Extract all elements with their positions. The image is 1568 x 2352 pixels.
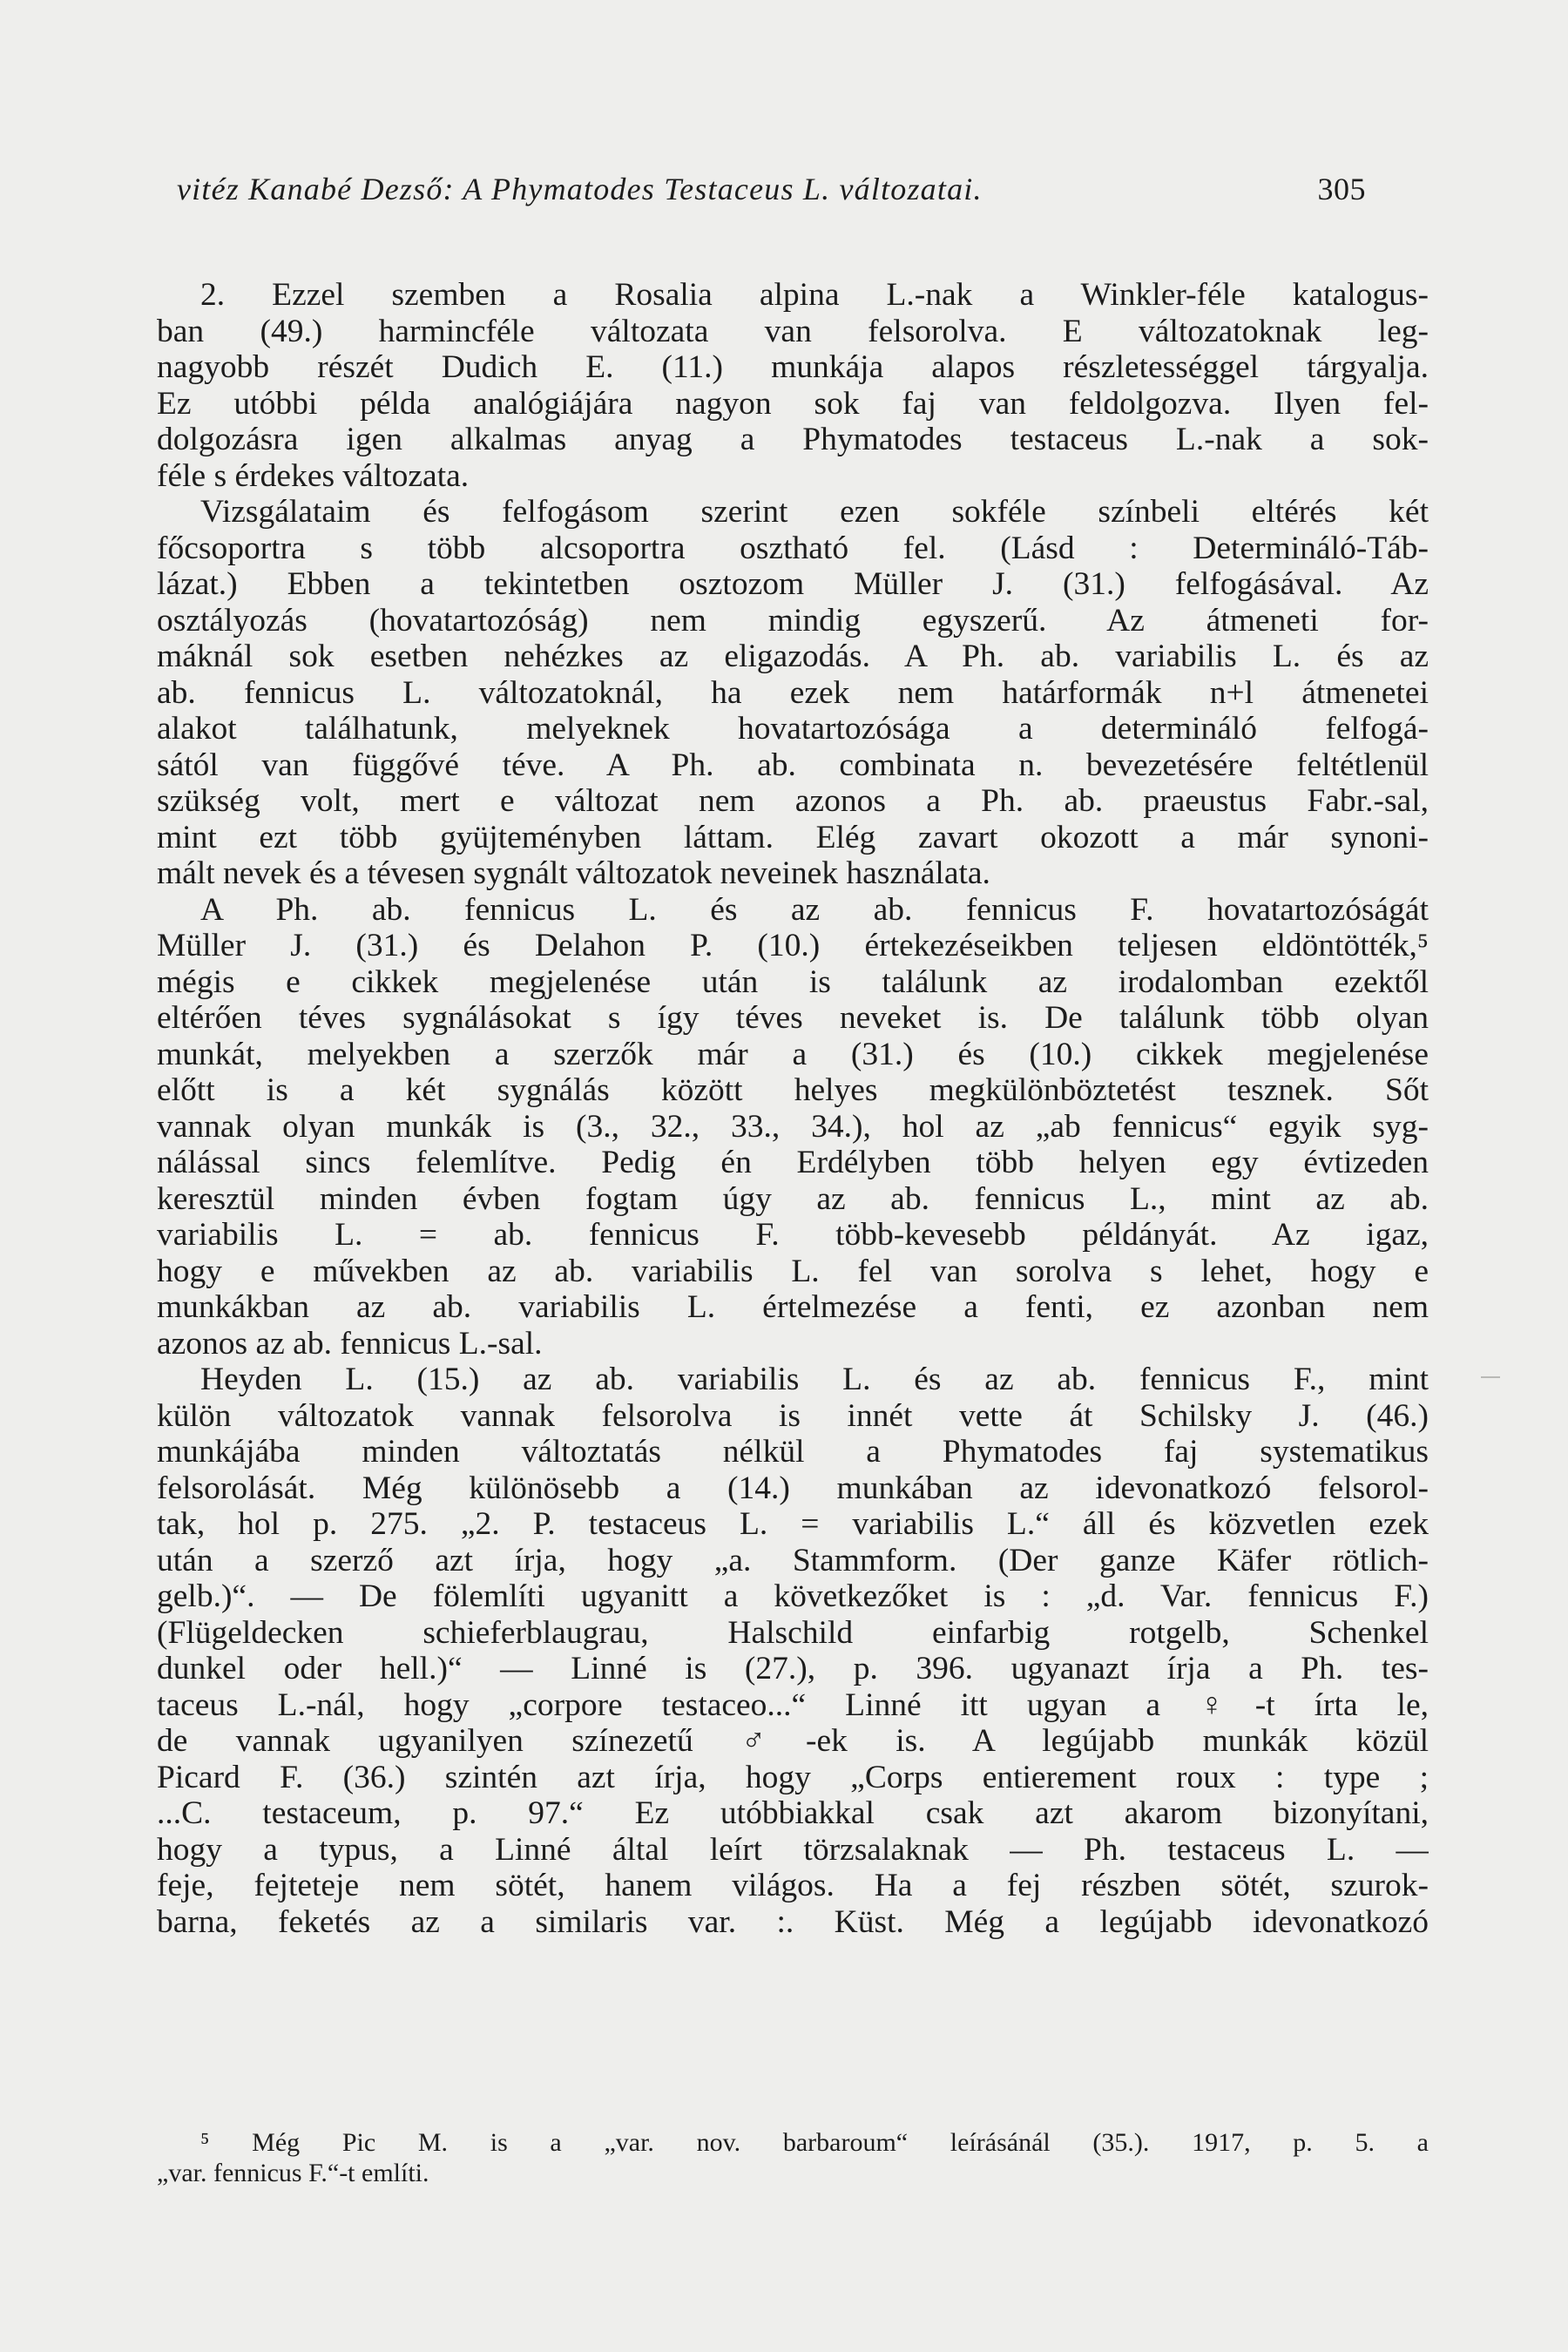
text-line: nálással sincs felemlítve. Pedig én Erdélyben több helyen egy évtizeden <box>157 1145 1429 1180</box>
text-line: Ez utóbbi példa analógiájára nagyon sok faj van feldolgozva. Ilyen fel- <box>157 385 1429 422</box>
scan-mark <box>1481 1376 1500 1378</box>
text-line: barna, feketés az a similaris var. :. Küst. Még a legújabb idevonatkozó <box>157 1903 1429 1940</box>
text-line: máknál sok esetben nehézkes az eligazodás. A Ph. ab. variabilis L. és az <box>157 639 1429 674</box>
text-line: osztályozás (hovatartozóság) nem mindig egyszerű. Az átmeneti for- <box>157 602 1429 639</box>
text-line: gelb.)“. — De fölemlíti ugyanitt a következőket is : „d. Var. fennicus F.) <box>157 1578 1429 1614</box>
text-line: mált nevek és a tévesen sygnált változatok neveinek használata. <box>157 855 990 891</box>
text-line: vannak olyan munkák is (3., 32., 33., 34.), hol az „ab fennicus“ egyik syg- <box>157 1108 1429 1145</box>
footnote-line: ⁵ Még Pic M. is a „var. nov. barbaroum“ leírásánál (35.). 1917, p. 5. a <box>200 2128 1429 2157</box>
text-line: mint ezt több gyüjteményben láttam. Elég zavart okozott a már synoni- <box>157 819 1429 855</box>
text-line: lázat.) Ebben a tekintetben osztozom Müller J. (31.) felfogásával. Az <box>157 566 1429 602</box>
text-line: dunkel oder hell.)“ — Linné is (27.), p. 396. ugyanazt írja a Ph. tes- <box>157 1651 1429 1686</box>
footnote-line: „var. fennicus F.“-t említi. <box>157 2159 429 2187</box>
text-line: ban (49.) harmincféle változata van felsorolva. E változatoknak leg- <box>157 313 1429 349</box>
text-line: után a szerző azt írja, hogy „a. Stammform. (Der ganze Käfer rötlich- <box>157 1542 1429 1578</box>
text-line: munkákban az ab. variabilis L. értelmezése a fenti, ez azonban nem <box>157 1289 1429 1325</box>
text-line: szükség volt, mert e változat nem azonos a Ph. ab. praeustus Fabr.-sal, <box>157 783 1429 819</box>
text-line: Heyden L. (15.) az ab. variabilis L. és az ab. fennicus F., mint <box>200 1362 1429 1397</box>
running-title: vitéz Kanabé Dezső: A Phymatodes Testaceus L. változatai. <box>177 172 983 206</box>
text-line: Picard F. (36.) szintén azt írja, hogy „Corps entierement roux : type ; <box>157 1759 1429 1795</box>
text-line: főcsoportra s több alcsoportra osztható fel. (Lásd : Determináló-Táb- <box>157 530 1429 566</box>
text-line: Müller J. (31.) és Delahon P. (10.) értekezéseikben teljesen eldöntötték,⁵ <box>157 928 1429 963</box>
text-line: féle s érdekes változata. <box>157 457 470 494</box>
text-line: ...C. testaceum, p. 97.“ Ez utóbbiakkal csak azt akarom bizonyítani, <box>157 1795 1429 1831</box>
text-line: 2. Ezzel szemben a Rosalia alpina L.-nak a Winkler-féle katalogus- <box>200 277 1429 313</box>
text-line: variabilis L. = ab. fennicus F. több-kevesebb példányát. Az igaz, <box>157 1217 1429 1253</box>
running-head <box>177 168 1366 210</box>
text-line: Vizsgálataim és felfogásom szerint ezen sokféle színbeli eltérés két <box>200 494 1429 530</box>
text-line: ab. fennicus L. változatoknál, ha ezek nem határformák n+l átmenetei <box>157 674 1429 711</box>
text-line: sától van függővé téve. A Ph. ab. combinata n. bevezetésére feltétlenül <box>157 747 1429 783</box>
text-line: külön változatok vannak felsorolva is innét vette át Schilsky J. (46.) <box>157 1397 1429 1434</box>
text-line: munkájába minden változtatás nélkül a Phymatodes faj systematikus <box>157 1434 1429 1470</box>
text-line: dolgozásra igen alkalmas anyag a Phymatodes testaceus L.-nak a sok- <box>157 422 1429 457</box>
text-line: de vannak ugyanilyen színezetű ♂-ek is. A legújabb munkák közül <box>157 1723 1429 1759</box>
text-line: keresztül minden évben fogtam úgy az ab. fennicus L., mint az ab. <box>157 1180 1429 1217</box>
text-line: eltérően téves sygnálásokat s így téves neveket is. De találunk több olyan <box>157 1000 1429 1036</box>
text-line: felsorolását. Még különösebb a (14.) munkában az idevonatkozó felsorol- <box>157 1470 1429 1506</box>
text-line: taceus L.-nál, hogy „corpore testaceo...“ Linné itt ugyan a ♀-t írta le, <box>157 1686 1429 1723</box>
text-line: hogy a typus, a Linné által leírt törzsalaknak — Ph. testaceus L. — <box>157 1831 1429 1868</box>
footnote <box>157 2127 1429 2188</box>
text-line: nagyobb részét Dudich E. (11.) munkája alapos részletességgel tárgyalja. <box>157 349 1429 385</box>
page-number: 305 <box>1317 172 1366 206</box>
text-line: A Ph. ab. fennicus L. és az ab. fennicus F. hovatartozóságát <box>200 891 1429 928</box>
text-line: tak, hol p. 275. „2. P. testaceus L. = variabilis L.“ áll és közvetlen ezek <box>157 1506 1429 1542</box>
text-line: alakot találhatunk, melyeknek hovatartozósága a determináló felfogá- <box>157 711 1429 747</box>
text-line: előtt is a két sygnálás között helyes megkülönböztetést tesznek. Sőt <box>157 1072 1429 1108</box>
text-line: hogy e művekben az ab. variabilis L. fel van sorolva s lehet, hogy e <box>157 1253 1429 1289</box>
text-line: feje, fejteteje nem sötét, hanem világos. Ha a fej részben sötét, szurok- <box>157 1868 1429 1903</box>
text-line: mégis e cikkek megjelenése után is találunk az irodalomban ezektől <box>157 963 1429 1000</box>
text-line: munkát, melyekben a szerzők már a (31.) és (10.) cikkek megjelenése <box>157 1036 1429 1072</box>
article-body <box>157 277 1429 1940</box>
text-line: (Flügeldecken schieferblaugrau, Halschild einfarbig rotgelb, Schenkel <box>157 1614 1429 1651</box>
text-line: azonos az ab. fennicus L.-sal. <box>157 1325 543 1362</box>
